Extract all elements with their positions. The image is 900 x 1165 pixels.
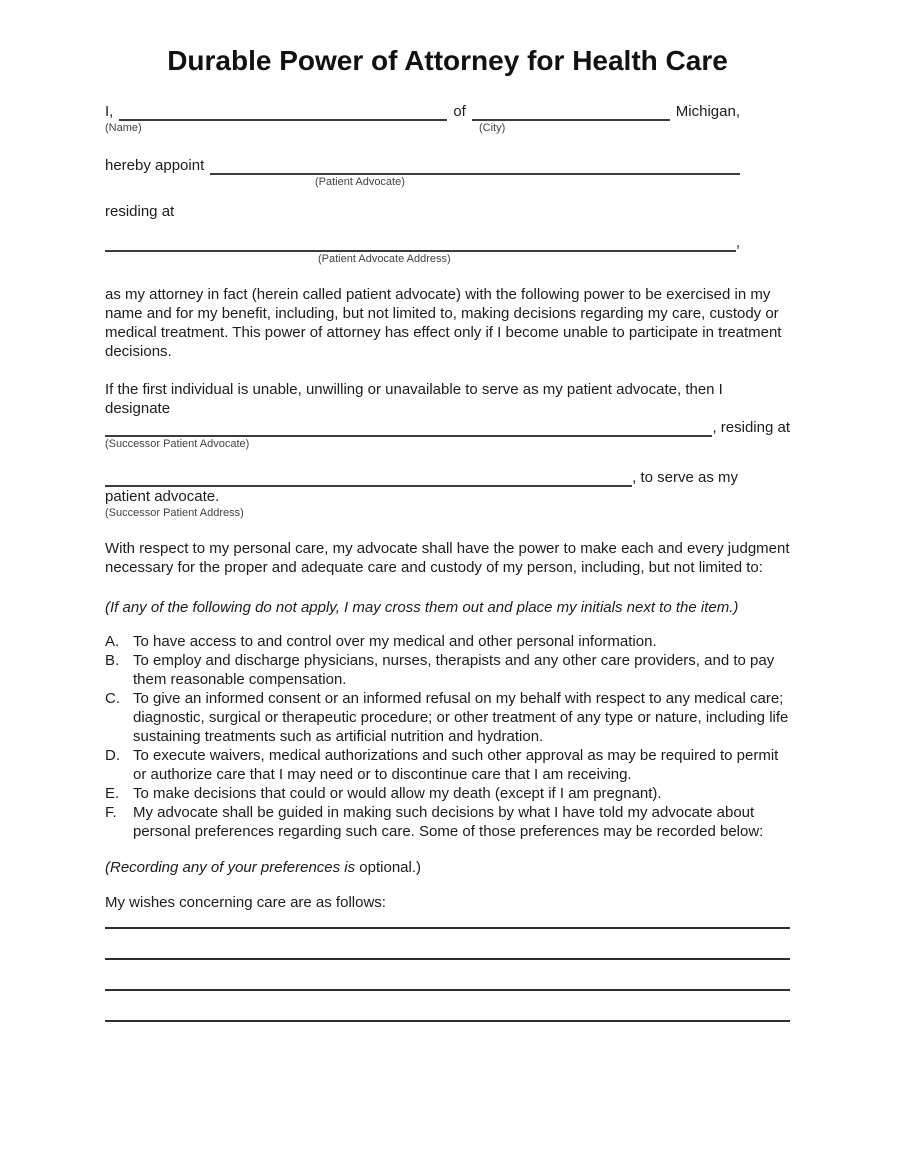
list-item-e [105, 784, 790, 803]
intro-prefix: I, [105, 103, 114, 120]
recording-note-italic: (Recording any of your preferences is [105, 859, 356, 876]
page-title: Durable Power of Attorney for Health Care [167, 45, 728, 76]
wish-line[interactable] [105, 1020, 790, 1022]
wish-line[interactable] [105, 989, 790, 991]
appoint-prefix: hereby appoint [105, 157, 205, 174]
address-trailing-comma: , [735, 234, 740, 251]
list-item-c [105, 689, 790, 746]
item-text: To execute waivers, medical authorizations and such other approval as may be required to permit or authorize care that I may need or to discontinue care that I am receiving. [133, 747, 779, 783]
successor-advocate-field-label: (Successor Patient Advocate) [105, 438, 250, 450]
patient-advocate-address-blank[interactable] [105, 235, 736, 252]
successor-residing-suffix: , residing at [712, 419, 790, 436]
recording-note [105, 858, 790, 877]
appoint-labels [105, 175, 790, 188]
item-text: My advocate shall be guided in making such decisions by what I have told my advocate about personal preferences regarding such care. Some of those preferences may be recorded below: [133, 804, 764, 840]
patient-advocate-field-label: (Patient Advocate) [315, 176, 405, 188]
advocate-address-line [105, 233, 740, 252]
item-text: To make decisions that could or would allow my death (except if I am pregnant). [133, 785, 662, 802]
list-item-b [105, 651, 790, 689]
item-letter: B. [105, 652, 120, 669]
item-text: To employ and discharge physicians, nurses, therapists and any other care providers, and to pay them reasonable compensation. [133, 652, 775, 688]
of-text: of [453, 103, 466, 120]
intro-labels [105, 121, 790, 134]
name-field-label: (Name) [105, 122, 142, 134]
state-text: Michigan, [675, 103, 740, 120]
address-labels [105, 252, 790, 265]
successor-intro-paragraph: If the first individual is unable, unwilling or unavailable to serve as my patient advocate, then I designate [105, 381, 723, 417]
successor-address-line [105, 468, 738, 487]
list-item-f [105, 803, 790, 841]
successor-advocate-blank[interactable] [105, 420, 712, 437]
successor-address-blank[interactable] [105, 470, 632, 487]
powers-list [105, 632, 790, 841]
item-letter: A. [105, 633, 120, 650]
item-letter: C. [105, 690, 120, 707]
patient-advocate-address-field-label: (Patient Advocate Address) [318, 253, 451, 265]
item-letter: F. [105, 804, 117, 821]
intro-line [105, 102, 740, 121]
wish-line[interactable] [105, 958, 790, 960]
item-letter: D. [105, 747, 120, 764]
list-item-d [105, 746, 790, 784]
item-letter: E. [105, 785, 120, 802]
city-field-label: (City) [479, 122, 506, 134]
recording-note-regular: optional.) [355, 859, 421, 876]
patient-advocate-blank[interactable] [210, 158, 740, 175]
city-blank[interactable] [472, 104, 670, 121]
successor-address-field-label: (Successor Patient Address) [105, 507, 244, 519]
successor-serve-continuation: patient advocate. [105, 488, 220, 505]
list-item-a [105, 632, 790, 651]
wish-line[interactable] [105, 927, 790, 929]
residing-prefix: residing at [105, 203, 175, 220]
name-blank[interactable] [119, 104, 447, 121]
cross-out-note: (If any of the following do not apply, I may cross them out and place my initials next to the item.) [105, 599, 739, 616]
personal-care-paragraph: With respect to my personal care, my advocate shall have the power to make each and every judgment necessary for the proper and adequate care and custody of my person, including, but not limited to: [105, 540, 790, 576]
wishes-prompt: My wishes concerning care are as follows: [105, 894, 386, 911]
successor-advocate-labels [105, 437, 790, 450]
appoint-line [105, 156, 740, 175]
successor-advocate-line [105, 418, 790, 437]
successor-address-labels [105, 506, 790, 519]
item-text: To have access to and control over my medical and other personal information. [133, 633, 657, 650]
successor-serve-suffix: , to serve as my [632, 469, 738, 486]
item-text: To give an informed consent or an informed refusal on my behalf with respect to any medical care; diagnostic, surgical or therapeutic procedure; or other treatment of any type or nature, including life sustaining treatments such as artificial nutrition and hydration. [133, 690, 789, 745]
powers-intro-paragraph: as my attorney in fact (herein called patient advocate) with the following power to be exercised in my name and for my benefit, including, but not limited to, making decisions regarding my care, custody or medical treatment. This power of attorney has effect only if I become unable to participate in treatment decisions. [105, 286, 782, 360]
